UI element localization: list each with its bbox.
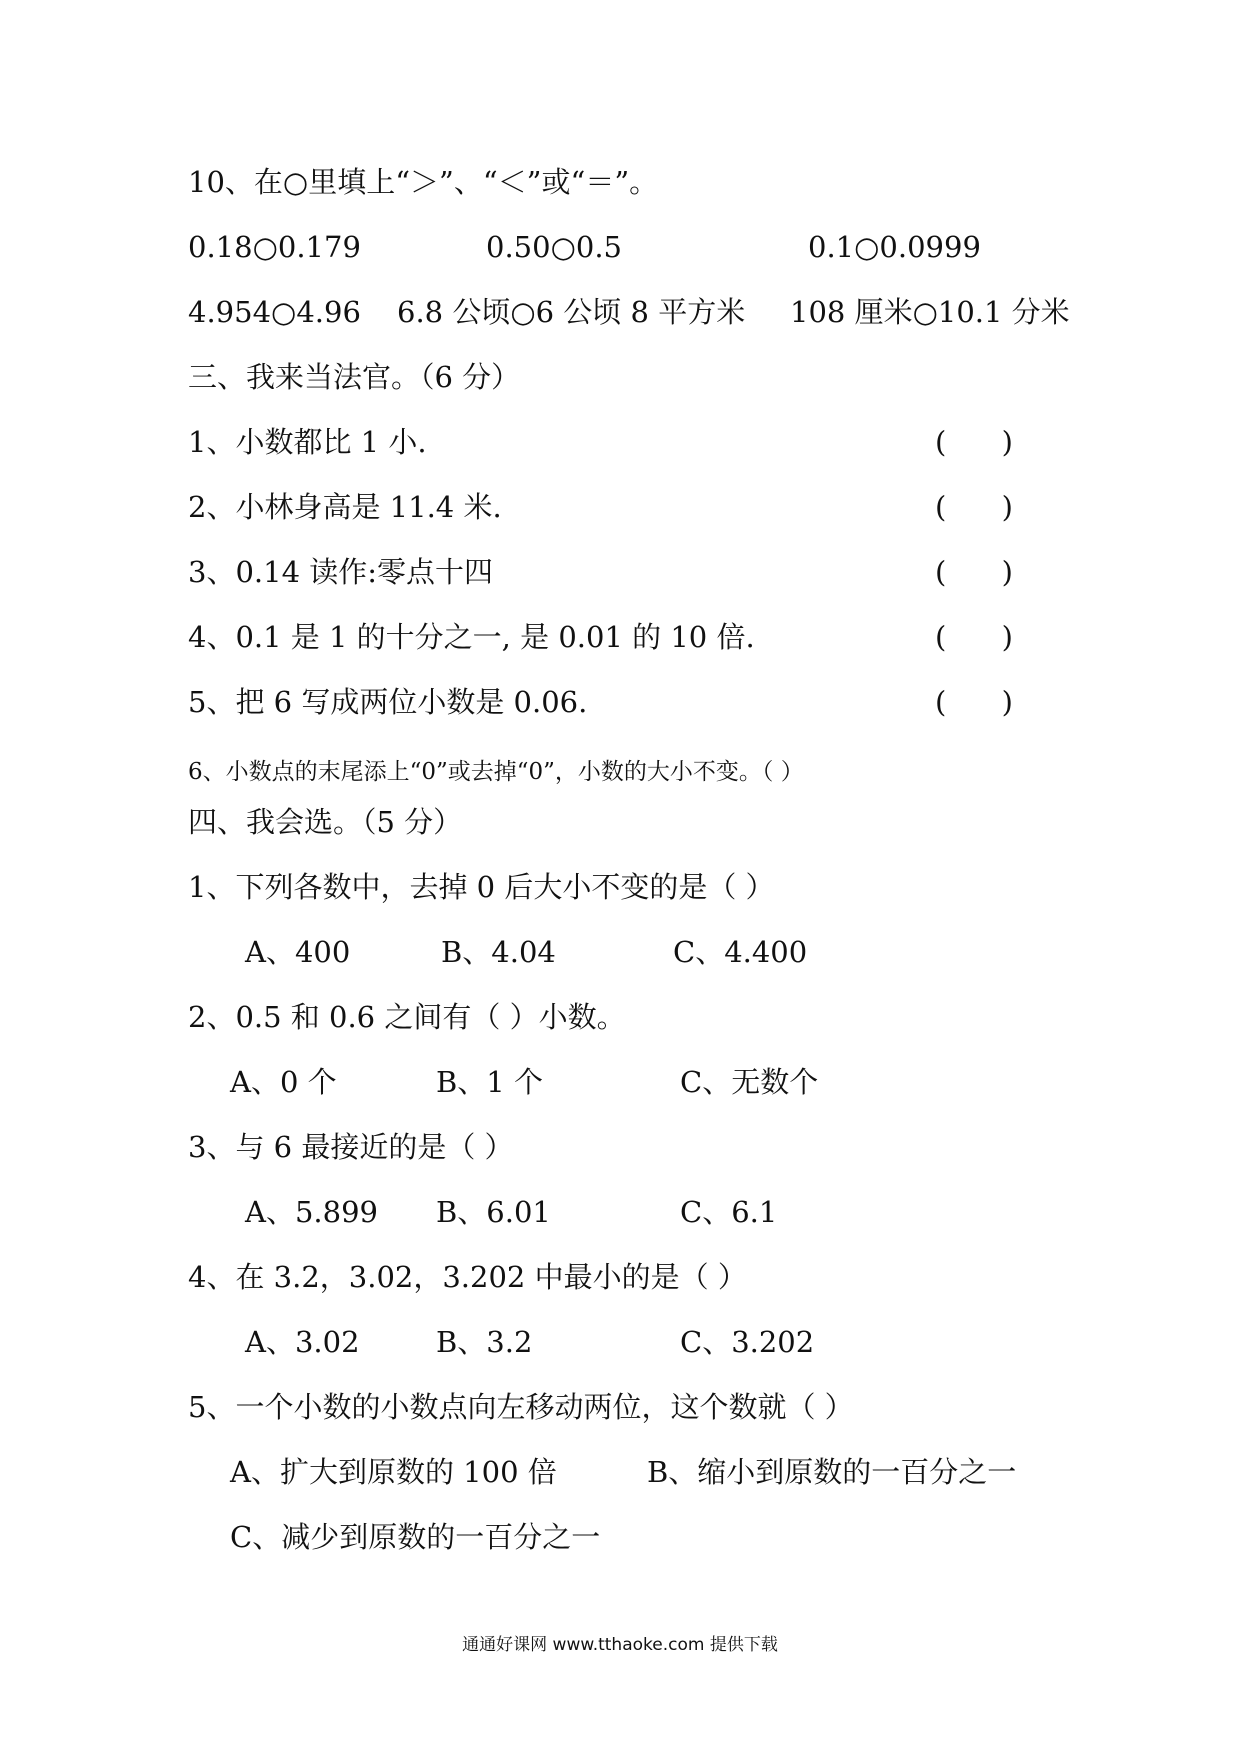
q10-row-1 [0,227,1240,267]
choice-option: A、5.899 [245,1195,378,1229]
q10-title: 10、在○里填上“＞”、“＜”或“＝”。 [188,165,659,199]
judge-item-4: 4、0.1 是 1 的十分之一, 是 0.01 的 10 倍. [188,620,755,654]
choice-option: A、400 [245,935,351,969]
judge-item-3: 3、0.14 读作:零点十四 [188,555,494,589]
q10-row-2 [0,292,1240,332]
choice-question-1: 1、下列各数中，去掉 0 后大小不变的是（ ） [188,870,775,904]
q10-comparison: 4.954○4.96 [188,295,361,329]
q10-comparison: 108 厘米○10.1 分米 [790,295,1070,329]
choice-option: B、6.01 [436,1195,551,1229]
choice-question-2: 2、0.5 和 0.6 之间有（ ）小数。 [188,1000,626,1034]
q10-comparison: 0.50○0.5 [486,230,622,264]
choice-options-5 [0,1452,1240,1492]
choice-option: B、3.2 [436,1325,533,1359]
answer-paren: ( ) [935,555,1013,589]
q10-comparison: 0.18○0.179 [188,230,361,264]
choice-options-2 [0,1062,1240,1102]
choice-question-3: 3、与 6 最接近的是（ ） [188,1130,514,1164]
choice-option: C、4.400 [673,935,808,969]
answer-paren: ( ) [935,425,1013,459]
q10-comparison: 0.1○0.0999 [808,230,981,264]
choice-question-5: 5、一个小数的小数点向左移动两位，这个数就（ ） [188,1390,854,1424]
choice-option: C、无数个 [680,1065,819,1099]
choice-option: C、3.202 [680,1325,815,1359]
judge-item-5: 5、把 6 写成两位小数是 0.06. [188,685,588,719]
choice-option: B、缩小到原数的一百分之一 [647,1455,1017,1489]
answer-paren: ( ) [935,685,1013,719]
q10-comparison: 6.8 公顷○6 公顷 8 平方米 [397,295,746,329]
answer-paren: ( ) [935,490,1013,524]
choice-option: A、3.02 [245,1325,360,1359]
choice-question-4: 4、在 3.2，3.02，3.202 中最小的是（ ） [188,1260,747,1294]
choice-option: A、扩大到原数的 100 倍 [230,1455,557,1489]
judge-item-6: 6、小数点的末尾添上“0”或去掉“0”，小数的大小不变。（ ） [188,759,804,785]
section-3-title: 三、我来当法官。（6 分） [188,360,521,394]
judge-item-1: 1、小数都比 1 小. [188,425,427,459]
choice-option: B、1 个 [436,1065,543,1099]
section-4-title: 四、我会选。（5 分） [188,805,463,839]
answer-paren: ( ) [935,620,1013,654]
footer-watermark: 通通好课网 www.tthaoke.com 提供下载 [462,1635,778,1655]
choice-options-1 [0,932,1240,972]
choice-options-4 [0,1322,1240,1362]
choice-option: A、0 个 [230,1065,337,1099]
choice-option: C、减少到原数的一百分之一 [230,1520,601,1554]
choice-option: B、4.04 [441,935,556,969]
judge-item-2: 2、小林身高是 11.4 米. [188,490,502,524]
choice-option: C、6.1 [680,1195,778,1229]
choice-options-3 [0,1192,1240,1232]
